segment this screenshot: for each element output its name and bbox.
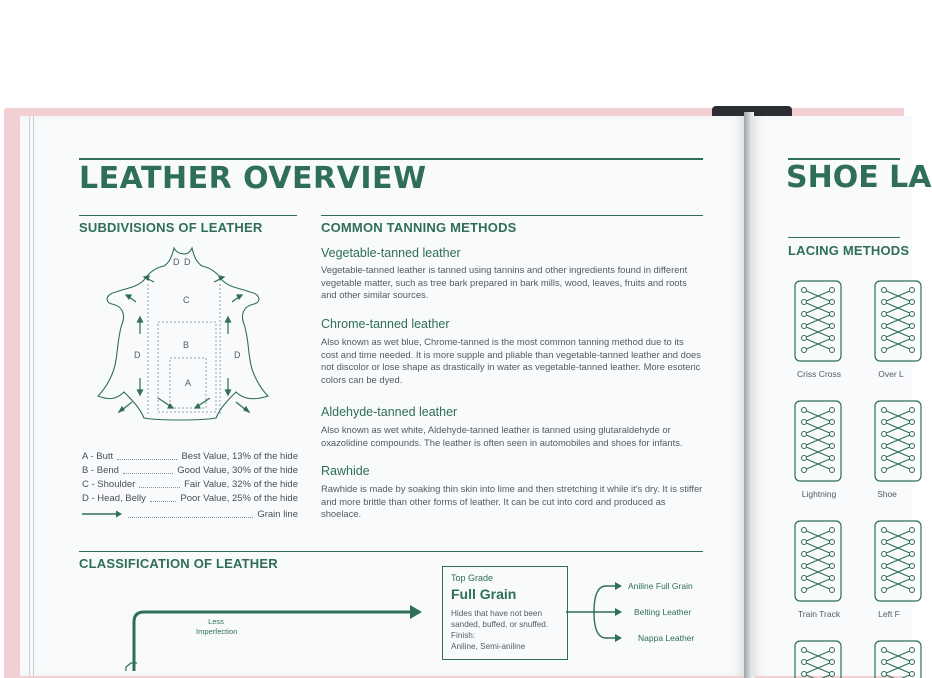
- legend-dots: [139, 481, 180, 488]
- grade-finish-values: Aniline, Semi-aniline: [451, 642, 526, 651]
- legend-row-bend: [82, 463, 298, 477]
- classification-heading: CLASSIFICATION OF LEATHER: [79, 556, 278, 571]
- lacing-left-icon: [874, 520, 922, 604]
- full-grain-box: [442, 566, 568, 660]
- lacing-rule: [788, 237, 900, 238]
- method-text-aldehyde: Also known as wet white, Aldehyde-tanned leather is tanned using glutaraldehyde or oxazolidine compounds. The leather is often seen in automobiles and shoes for infants.: [321, 424, 683, 448]
- hide-label-d-right: D: [234, 350, 241, 360]
- title-rule: [79, 158, 703, 160]
- method-title-aldehyde: Aldehyde-tanned leather: [321, 405, 458, 419]
- legend-row-grain-line: [82, 507, 298, 521]
- hide-label-a: A: [185, 378, 192, 388]
- legend-label: A - Butt: [82, 450, 114, 462]
- method-text-vegetable: Vegetable-tanned leather is tanned using tannins and other ingredients found in different vegetable matter, such as tree bark prepared in bark mills, wood, leaves, fruits and roots and other similar sources.: [321, 264, 688, 301]
- grade-branch-arrows: [566, 578, 626, 648]
- method-title-chrome: Chrome-tanned leather: [321, 317, 450, 331]
- lacing-partial-icon: [794, 640, 842, 671]
- lacing-train-track-icon: [794, 520, 842, 604]
- lacing-label-lightning: Lightning: [801, 489, 837, 499]
- legend-value: Fair Value, 32% of the hide: [184, 478, 298, 490]
- hide-label-c: C: [183, 295, 190, 305]
- legend-dots: [117, 453, 177, 460]
- lacing-label-train-track: Train Track: [797, 609, 841, 619]
- legend-label: B - Bend: [82, 464, 119, 476]
- legend-dots: [128, 511, 253, 518]
- grade-description-text: Hides that have not been sanded, buffed, or snuffed.: [451, 609, 549, 629]
- grain-line-arrow-icon: [82, 509, 124, 519]
- legend-label: C - Shoulder: [82, 478, 136, 490]
- lacing-label-shoe: Shoe: [877, 489, 897, 499]
- right-page-title: SHOE LA: [786, 160, 932, 195]
- legend-value: Poor Value, 25% of the hide: [180, 492, 298, 504]
- lacing-over-under-icon: [874, 280, 922, 364]
- type-aniline-full-grain: Aniline Full Grain: [628, 581, 693, 591]
- less-imperfection-label: Less Imperfection: [196, 617, 238, 636]
- hide-outline: [98, 248, 268, 420]
- type-belting-leather: Belting Leather: [634, 607, 692, 617]
- legend-value: Good Value, 30% of the hide: [177, 464, 298, 476]
- tanning-rule: [321, 215, 703, 216]
- lacing-partial-icon: [874, 640, 900, 671]
- legend-dots: [123, 467, 173, 474]
- legend-value: Best Value, 13% of the hide: [181, 450, 298, 462]
- lacing-label-over: Over L: [878, 369, 904, 379]
- page-title: LEATHER OVERVIEW: [79, 161, 427, 196]
- classification-arrow: [120, 600, 430, 671]
- grade-finish-label: Finish:: [451, 631, 476, 640]
- tanning-heading: COMMON TANNING METHODS: [321, 220, 517, 235]
- hide-label-b: B: [183, 340, 190, 350]
- method-title-rawhide: Rawhide: [321, 464, 370, 478]
- lacing-label-criss-cross: Criss Cross: [797, 369, 841, 379]
- method-text-rawhide: Rawhide is made by soaking thin skin into lime and then stretching it while it's dry. It is stiffer and more brittle than other forms of leather. It can be cut into cord and produced as shoelace.: [321, 483, 703, 520]
- lacing-heading: LACING METHODS: [788, 243, 910, 258]
- hide-label-d-head-left: D: [173, 257, 180, 267]
- grade-description: [451, 608, 563, 652]
- method-title-vegetable: Vegetable-tanned leather: [321, 246, 461, 260]
- lacing-lightning-icon: [794, 400, 842, 484]
- legend-row-head-belly: [82, 491, 298, 505]
- legend-row-shoulder: [82, 477, 298, 491]
- lacing-label-left: Left F: [878, 609, 900, 619]
- hide-label-d-head-right: D: [184, 257, 191, 267]
- grade-tier: Top Grade: [451, 573, 494, 583]
- subdivisions-heading: SUBDIVISIONS OF LEATHER: [79, 220, 263, 235]
- subdivisions-rule: [79, 215, 297, 216]
- lacing-shoe-icon: [874, 400, 922, 484]
- type-nappa-leather: Nappa Leather: [638, 633, 695, 643]
- hide-label-d-left: D: [134, 350, 141, 360]
- classification-rule: [79, 551, 703, 552]
- method-text-chrome: Also known as wet blue, Chrome-tanned is the most common tanning method due to its cost and time needed. It is more supple and pliable than vegetable-tanned leather and does not discolor or lose shape as drastically in water as vegetable-tanned leather. More esoteric colors can be dyed.: [321, 336, 701, 385]
- hide-diagram: [96, 244, 280, 434]
- lacing-criss-cross-icon: [794, 280, 842, 364]
- legend-value: Grain line: [257, 508, 298, 520]
- legend-label: D - Head, Belly: [82, 492, 146, 504]
- legend-dots: [150, 495, 177, 502]
- grade-name: Full Grain: [451, 586, 517, 602]
- legend-row-butt: [82, 449, 298, 463]
